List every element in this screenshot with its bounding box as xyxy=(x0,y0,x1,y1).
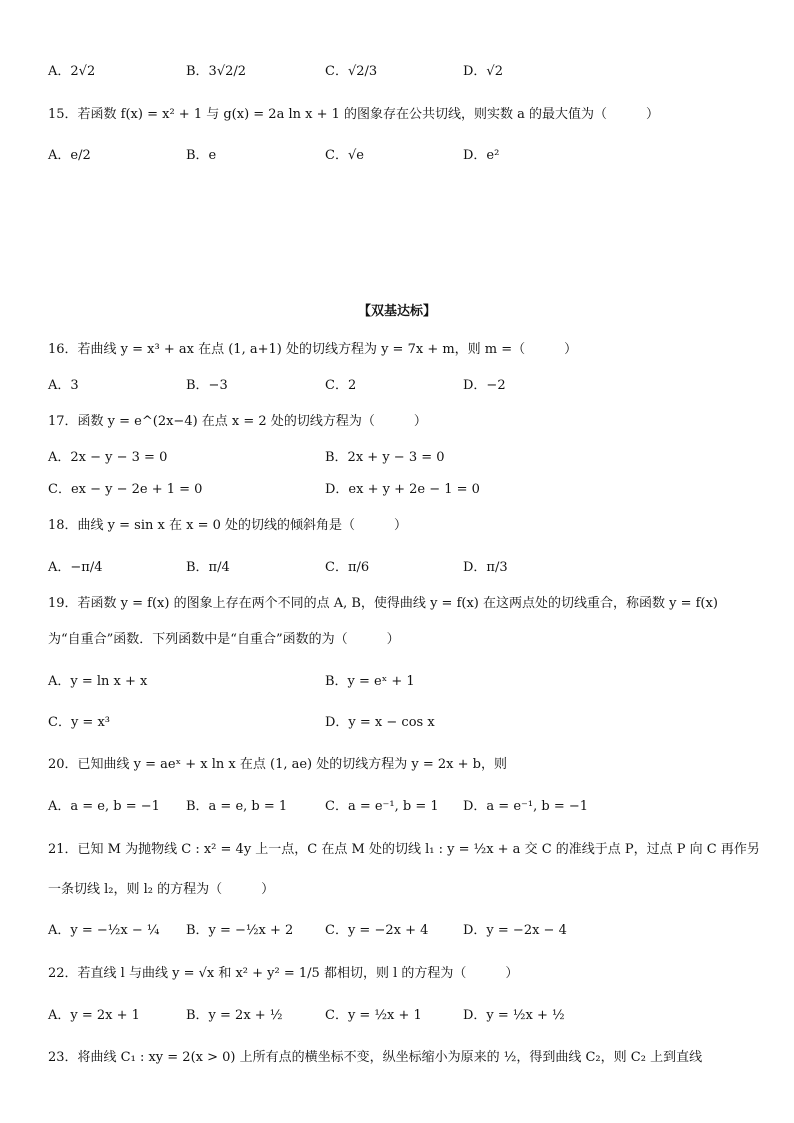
q19-option-a[interactable]: A．y = ln x + x xyxy=(48,674,148,689)
q14-options xyxy=(48,60,768,84)
q19-option-b[interactable]: B．y = eˣ + 1 xyxy=(325,674,415,689)
q14-option-c[interactable]: C．√2/3 xyxy=(325,64,378,79)
q15-option-a[interactable]: A．e/2 xyxy=(48,148,91,163)
q21-option-a[interactable]: A．y = −½x − ¼ xyxy=(48,923,160,938)
section-title: 【双基达标】 xyxy=(357,304,436,319)
q16-options xyxy=(48,374,768,398)
q20-options xyxy=(48,795,768,819)
q23-stem: 23．将曲线 C₁ : xy = 2(x > 0) 上所有点的横坐标不变，纵坐标缩小为原来的 ½，得到曲线 C₂，则 C₂ 上到直线 xyxy=(48,1050,703,1065)
q19-options-cd xyxy=(48,711,768,735)
q21-stem-line1: 21．已知 M 为抛物线 C : x² = 4y 上一点，C 在点 M 处的切线 l₁ : y = ½x + a 交 C 的准线于点 P，过点 P 向 C 再作另 xyxy=(48,842,760,857)
q18-option-b[interactable]: B．π/4 xyxy=(186,560,230,575)
q14-option-a[interactable]: A．2√2 xyxy=(48,64,96,79)
q21-option-c[interactable]: C．y = −2x + 4 xyxy=(325,923,429,938)
q21-option-b[interactable]: B．y = −½x + 2 xyxy=(186,923,294,938)
q19-option-d[interactable]: D．y = x − cos x xyxy=(325,715,435,730)
q15-option-d[interactable]: D．e² xyxy=(463,148,500,163)
q22-option-b[interactable]: B．y = 2x + ½ xyxy=(186,1008,283,1023)
q20-option-a[interactable]: A．a = e, b = −1 xyxy=(48,799,160,814)
q20-option-d[interactable]: D．a = e⁻¹, b = −1 xyxy=(463,799,589,814)
q15-stem: 15．若函数 f(x) = x² + 1 与 g(x) = 2a ln x + 1 的图象存在公共切线，则实数 a 的最大值为（ ） xyxy=(48,107,660,122)
q16-stem: 16．若曲线 y = x³ + ax 在点 (1, a+1) 处的切线方程为 y = 7x + m，则 m =（ ） xyxy=(48,342,578,357)
q20-stem: 20．已知曲线 y = aeˣ + x ln x 在点 (1, ae) 处的切线方程为 y = 2x + b，则 xyxy=(48,757,507,772)
q18-option-d[interactable]: D．π/3 xyxy=(463,560,508,575)
q17-options-cd xyxy=(48,478,768,502)
q17-option-c[interactable]: C．ex − y − 2e + 1 = 0 xyxy=(48,482,203,497)
q19-option-c[interactable]: C．y = x³ xyxy=(48,715,110,730)
q16-option-a[interactable]: A．3 xyxy=(48,378,79,393)
q20-option-c[interactable]: C．a = e⁻¹, b = 1 xyxy=(325,799,439,814)
q18-options xyxy=(48,556,768,580)
q17-option-a[interactable]: A．2x − y − 3 = 0 xyxy=(48,450,168,465)
q17-option-b[interactable]: B．2x + y − 3 = 0 xyxy=(325,450,445,465)
q18-option-a[interactable]: A．−π/4 xyxy=(48,560,103,575)
q22-option-d[interactable]: D．y = ½x + ½ xyxy=(463,1008,565,1023)
q20-option-b[interactable]: B．a = e, b = 1 xyxy=(186,799,288,814)
q21-option-d[interactable]: D．y = −2x − 4 xyxy=(463,923,567,938)
q22-stem: 22．若直线 l 与曲线 y = √x 和 x² + y² = 1/5 都相切，则 l 的方程为（ ） xyxy=(48,966,519,981)
q14-option-b[interactable]: B．3√2/2 xyxy=(186,64,247,79)
q19-stem-line2: 为“自重合”函数．下列函数中是“自重合”函数的为（ ） xyxy=(48,632,400,647)
q21-options xyxy=(48,919,768,943)
q15-option-c[interactable]: C．√e xyxy=(325,148,364,163)
q17-option-d[interactable]: D．ex + y + 2e − 1 = 0 xyxy=(325,482,480,497)
q16-option-c[interactable]: C．2 xyxy=(325,378,357,393)
q14-option-d[interactable]: D．√2 xyxy=(463,64,503,79)
q15-options xyxy=(48,144,768,168)
q22-option-c[interactable]: C．y = ½x + 1 xyxy=(325,1008,422,1023)
q16-option-d[interactable]: D．−2 xyxy=(463,378,506,393)
q15-option-b[interactable]: B．e xyxy=(186,148,217,163)
q17-stem: 17．函数 y = e^(2x−4) 在点 x = 2 处的切线方程为（ ） xyxy=(48,414,427,429)
q17-options-ab xyxy=(48,446,768,470)
q16-option-b[interactable]: B．−3 xyxy=(186,378,228,393)
q22-options xyxy=(48,1004,768,1028)
q21-stem-line2: 一条切线 l₂，则 l₂ 的方程为（ ） xyxy=(48,882,275,897)
q18-stem: 18．曲线 y = sin x 在 x = 0 处的切线的倾斜角是（ ） xyxy=(48,518,407,533)
q19-options-ab xyxy=(48,670,768,694)
q19-stem-line1: 19．若函数 y = f(x) 的图象上存在两个不同的点 A, B，使得曲线 y = f(x) 在这两点处的切线重合，称函数 y = f(x) xyxy=(48,596,718,611)
q22-option-a[interactable]: A．y = 2x + 1 xyxy=(48,1008,140,1023)
q18-option-c[interactable]: C．π/6 xyxy=(325,560,370,575)
